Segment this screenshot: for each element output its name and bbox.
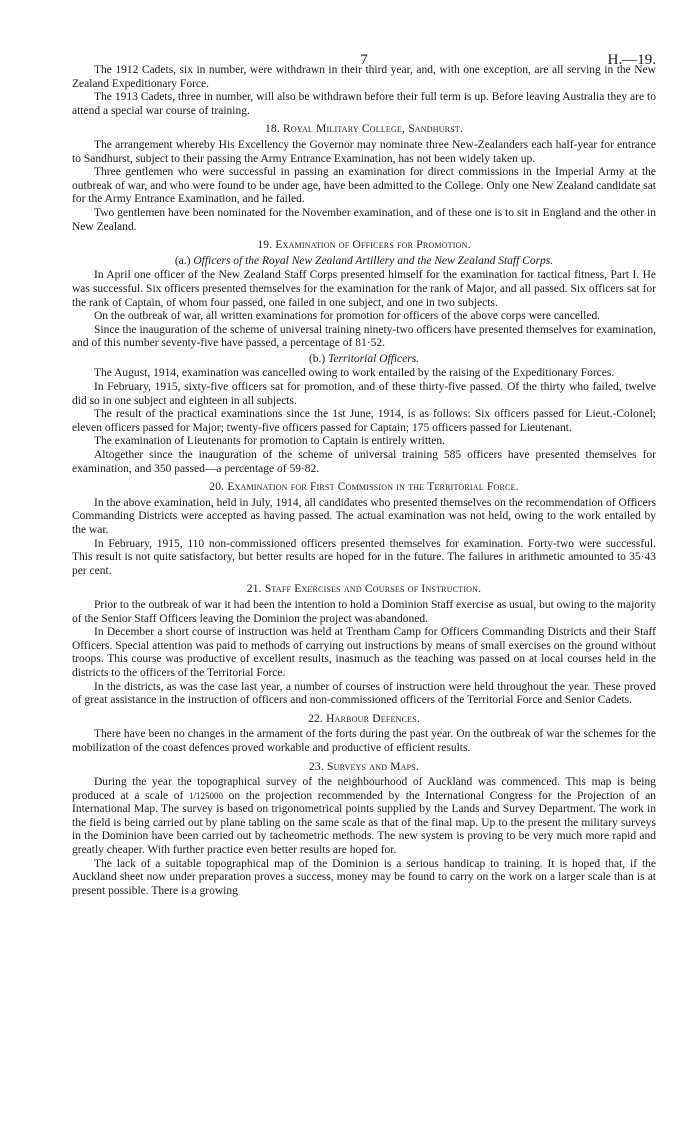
scale-fraction: 1/125000 (189, 790, 224, 801)
subsection-heading-a (72, 255, 656, 269)
section-title: Surveys and Maps. (327, 760, 420, 773)
section-heading-18 (72, 123, 656, 137)
subsection-title: Officers of the Royal New Zealand Artillery and the New Zealand Staff Corps. (193, 254, 554, 267)
subsection-label: (b.) (308, 352, 329, 365)
paragraph: Three gentlemen who were successful in passing an examination for direct commissions in the Imperial Army at the outbreak of war, and who were found to be under age, have been admitted to the College. Only one New Zealand candidate sat for the Army Entrance Examination, and he failed. (72, 166, 656, 206)
page-number: 7 (360, 52, 368, 68)
section-title: Examination of Officers for Promotion. (275, 239, 471, 252)
paragraph: Since the inauguration of the scheme of universal training ninety-two officers have presented themselves for examination, and of this number seventy-five have passed, a percentage of 81·52. (72, 323, 656, 350)
subsection-heading-b (72, 353, 656, 367)
paragraph: Two gentlemen have been nominated for the November examination, and of these one is to sit in England and the other in New Zealand. (72, 206, 656, 233)
paragraph: In April one officer of the New Zealand Staff Corps presented himself for the examination for tactical fitness, Part I. He was successful. Six officers presented themselves for the examination for the rank of Major, and all passed. Six officers sat for the rank of Captain, of whom four passed, one failed in one subject, and one in two subjects. (72, 269, 656, 309)
page-header (72, 0, 656, 68)
text-run: on the projection recommended by the International Congress for the Projection of an International Map. The survey is based on trigonometrical points supplied by the Lands and Survey Department. The work in the field is being carried out by plane tabling on the same scale as that of the final map. Up to the present the military surveys in the Dominion have been carried out by tacheometric methods. The new system is proving to be very much more rapid and greatly cheaper. With further practice even better results are hoped for. (72, 789, 656, 857)
paragraph: In February, 1915, sixty-five officers sat for promotion, and of these thirty-five passed. Of the thirty who failed, twelve did so in one subject and eighteen in all subjects. (72, 381, 656, 407)
paragraph (72, 776, 656, 858)
subsection-label: (a.) (174, 254, 194, 267)
section-title: Royal Military College, Sandhurst. (283, 123, 464, 136)
section-heading-23 (72, 761, 656, 775)
section-number: 21. (246, 583, 265, 596)
paragraph: The 1912 Cadets, six in number, were withdrawn in their third year, and, with one exception, are all serving in the New Zealand Expeditionary Force. (72, 64, 656, 90)
section-number: 20. (209, 481, 228, 494)
section-title: Staff Exercises and Courses of Instruction. (264, 583, 482, 596)
paragraph: The result of the practical examinations since the 1st June, 1914, is as follows: Six officers passed for Lieut.-Colonel; eleven officers passed for Major; twenty-five officers passed for Captain; 175 officers passed for Lieutenant. (72, 408, 656, 434)
paragraph: In February, 1915, 110 non-commissioned officers presented themselves for examination. Forty-two were successful. This result is not quite satisfactory, but better results are hoped for in the future. The failures in arithmetic amounted to 35·43 per cent. (72, 537, 656, 577)
paragraph: Altogether since the inauguration of the scheme of universal training 585 officers have presented themselves for examination, and 350 passed—a percentage of 59·82. (72, 449, 656, 475)
subsection-title: Territorial Officers. (328, 352, 420, 365)
section-heading-21 (72, 583, 656, 597)
paragraph: The arrangement whereby His Excellency the Governor may nominate three New-Zealanders each half-year for entrance to Sandhurst, subject to their passing the Army Entrance Examination, has not been widely taken up. (72, 138, 656, 165)
section-heading-20 (72, 481, 656, 495)
paragraph: In the districts, as was the case last year, a number of courses of instruction were held throughout the year. These proved of great assistance in the instruction of officers and non-commissioned officers of the Territorial Force and Senior Cadets. (72, 680, 656, 707)
section-heading-19 (72, 239, 656, 253)
section-title: Examination for First Commission in the Territorial Force. (227, 481, 519, 494)
paragraph: Prior to the outbreak of war it had been the intention to hold a Dominion Staff exercise as usual, but owing to the majority of the Senior Staff Officers leaving the Dominion the project was abandoned. (72, 598, 656, 625)
section-number: 18. (264, 123, 283, 136)
paragraph: In the above examination, held in July, 1914, all candidates who presented themselves on the recommendation of Officers Commanding Districts were accepted as having passed. The actual examination was not held, owing to the work entailed by the war. (72, 496, 656, 536)
section-number: 19. (257, 239, 276, 252)
section-number: 23. (308, 760, 328, 773)
text-run: During the year the topographical survey of the neighbourhood of Auckland was commenced. This map is being produced at a scale of (72, 776, 656, 802)
paragraph: The August, 1914, examination was cancelled owing to work entailed by the raising of the Expeditionary Forces. (94, 367, 615, 380)
paragraph: There have been no changes in the armament of the forts during the past year. On the outbreak of war the schemes for the mobilization of the coast defences proved workable and productive of efficient results. (72, 728, 656, 754)
section-heading-22 (72, 713, 656, 727)
paragraph: The lack of a suitable topographical map of the Dominion is a serious handicap to training. It is hoped that, if the Auckland sheet now under preparation proves a success, money may be found to carry on the work on a larger scale than is at present possible. There is a growing (72, 857, 656, 897)
paragraph: On the outbreak of war, all written examinations for promotion for officers of the above corps were cancelled. (94, 310, 601, 323)
paragraph: The 1913 Cadets, three in number, will also be withdrawn before their full term is up. Before leaving Australia they are to attend a special war course of training. (72, 91, 656, 117)
section-number: 22. (308, 712, 327, 725)
document-reference: H.—19. (607, 52, 656, 68)
paragraph: The examination of Lieutenants for promotion to Captain is entirely written. (94, 435, 445, 448)
paragraph: In December a short course of instruction was held at Trentham Camp for Officers Commanding Districts and their Staff Officers. Special attention was paid to methods of carrying out instructions by means of small exercises on the ground without troops. This course was productive of excellent results, inasmuch as the teaching was passed on at local courses held in the districts to the officers of the Territorial Force. (72, 626, 656, 679)
section-title: Harbour Defences. (326, 712, 420, 725)
